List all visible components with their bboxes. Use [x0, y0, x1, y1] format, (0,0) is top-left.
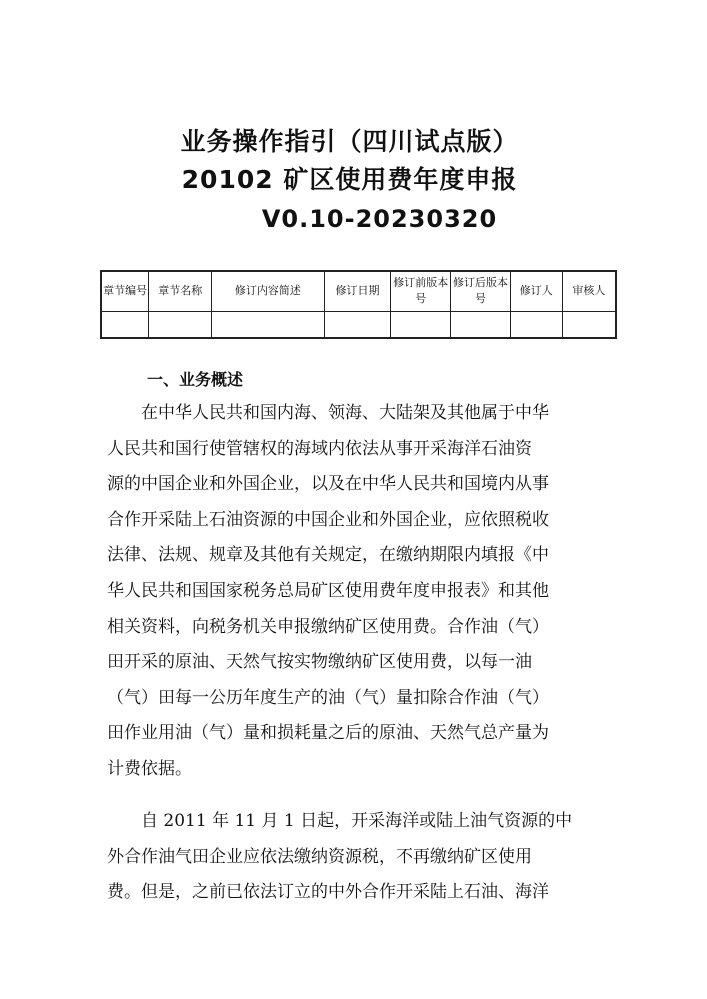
body-paragraph-1: 在中华人民共和国内海、领海、大陆架及其他属于中华 人民共和国行使管辖权的海域内依法从事开采海洋石油资 源的中国企业和外国企业，以及在中华人民共和国境内从事 合作开采陆上石油资源的中国企业和外国企业，应依照税收 法律、法规、规章及其他有关规定，在缴纳期限内填报《中 华人民共和国国家税务总局矿区使用费年度申报表》和其他 相关资料，向税务机关申报缴纳矿区使用费。合作油（气） 田开采的原油、天然气按实物缴纳矿区使用费，以每一油 （气）田每一公历年度生产的油（气）量扣除合作油（气） 田作业用油（气）量和损耗量之后的原油、天然气总产量为 计费依据。	[107, 403, 549, 779]
table-cell	[149, 311, 212, 338]
section-heading: 一、业务概述	[147, 370, 244, 389]
table-cell	[562, 311, 616, 338]
col-header-chapter-number: 章节编号	[101, 271, 149, 311]
col-header-revision-date: 修订日期	[324, 271, 391, 311]
col-header-reviser: 修订人	[510, 271, 562, 311]
col-header-revision-summary: 修订内容简述	[212, 271, 325, 311]
table-row	[101, 311, 616, 338]
table-cell	[510, 311, 562, 338]
col-header-prev-version: 修订前版本号	[391, 271, 451, 311]
table-cell	[101, 311, 149, 338]
document-title-line-2: 20102 矿区使用费年度申报	[181, 165, 518, 194]
revision-table-header-row	[101, 271, 616, 311]
body-paragraph-2: 自 2011 年 11 月 1 日起，开采海洋或陆上油气资源的中 外合作油气田企业应依法缴纳资源税，不再缴纳矿区使用 费。但是，之前已依法订立的中外合作开采陆上石油、海洋	[107, 811, 573, 903]
table-cell	[391, 311, 451, 338]
revision-table	[100, 270, 617, 339]
table-cell	[451, 311, 511, 338]
document-title-line-1: 业务操作指引（四川试点版）	[180, 127, 519, 156]
col-header-new-version: 修订后版本号	[451, 271, 511, 311]
table-cell	[212, 311, 325, 338]
document-version: V0.10-20230320	[261, 205, 498, 233]
col-header-reviewer: 审核人	[562, 271, 616, 311]
col-header-chapter-name: 章节名称	[149, 271, 212, 311]
table-cell	[324, 311, 391, 338]
